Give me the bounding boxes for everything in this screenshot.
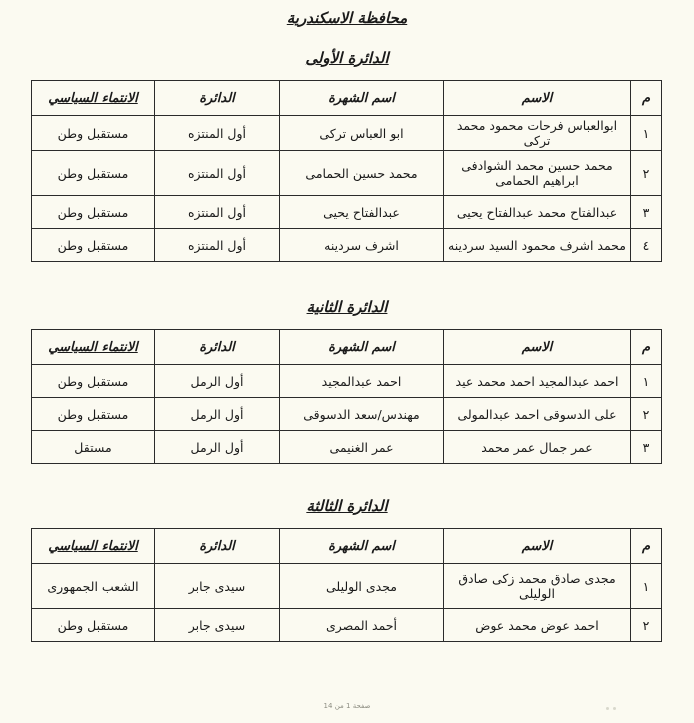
- cell-no: ١: [631, 365, 662, 398]
- cell-district: أول المنتزه: [155, 196, 280, 229]
- candidates-table-district-3: [31, 528, 662, 642]
- cell-name: احمد عبدالمجيد احمد محمد عيد: [444, 365, 631, 398]
- cell-name: محمد حسين محمد الشوادفى ابراهيم الحمامى: [444, 151, 631, 196]
- table-row: [32, 151, 662, 196]
- cell-no: ٢: [631, 151, 662, 196]
- cell-district: سيدى جابر: [155, 609, 280, 642]
- cell-alias: مجدى الوليلى: [280, 564, 444, 609]
- cell-alias: عمر الغنيمى: [280, 431, 444, 464]
- cell-no: ٣: [631, 431, 662, 464]
- cell-no: ٢: [631, 609, 662, 642]
- cell-district: سيدى جابر: [155, 564, 280, 609]
- cell-alias: اشرف سردينه: [280, 229, 444, 262]
- cell-alias: مهندس/سعد الدسوقى: [280, 398, 444, 431]
- cell-party: مستقبل وطن: [32, 116, 155, 151]
- scan-noise-artifact: [602, 695, 616, 701]
- cell-name: عمر جمال عمر محمد: [444, 431, 631, 464]
- column-header-alias: اسم الشهرة: [280, 81, 444, 116]
- cell-name: مجدى صادق محمد زكى صادق الوليلى: [444, 564, 631, 609]
- column-header-no: م: [631, 330, 662, 365]
- column-header-district: الدائرة: [155, 81, 280, 116]
- cell-district: أول الرمل: [155, 365, 280, 398]
- cell-district: أول المنتزه: [155, 116, 280, 151]
- cell-name: محمد اشرف محمود السيد سردينه: [444, 229, 631, 262]
- column-header-name: الاسم: [444, 81, 631, 116]
- cell-name: ابوالعباس فرحات محمود محمد تركى: [444, 116, 631, 151]
- column-header-party: الانتماء السياسي: [32, 529, 155, 564]
- column-header-party: الانتماء السياسي: [32, 81, 155, 116]
- candidates-table-district-1: [31, 80, 662, 262]
- cell-party: مستقبل وطن: [32, 398, 155, 431]
- section-title-district-3: الدائرة الثالثة: [306, 497, 388, 515]
- cell-district: أول المنتزه: [155, 229, 280, 262]
- table-header-row: [32, 330, 662, 365]
- cell-district: أول المنتزه: [155, 151, 280, 196]
- cell-party: مستقل: [32, 431, 155, 464]
- cell-party: مستقبل وطن: [32, 609, 155, 642]
- table-row: [32, 229, 662, 262]
- table-row: [32, 564, 662, 609]
- cell-party: مستقبل وطن: [32, 229, 155, 262]
- cell-district: أول الرمل: [155, 398, 280, 431]
- cell-party: الشعب الجمهورى: [32, 564, 155, 609]
- table-row: [32, 431, 662, 464]
- cell-party: مستقبل وطن: [32, 151, 155, 196]
- cell-alias: أحمد المصرى: [280, 609, 444, 642]
- page-title: محافظة الاسكندرية: [286, 9, 408, 27]
- cell-alias: محمد حسين الحمامى: [280, 151, 444, 196]
- cell-no: ١: [631, 564, 662, 609]
- cell-district: أول الرمل: [155, 431, 280, 464]
- table-header-row: [32, 81, 662, 116]
- cell-alias: ابو العباس تركى: [280, 116, 444, 151]
- column-header-name: الاسم: [444, 529, 631, 564]
- cell-alias: عبدالفتاح يحيى: [280, 196, 444, 229]
- section-title-district-1: الدائرة الأولى: [305, 49, 389, 67]
- candidates-table-district-2: [31, 329, 662, 464]
- page-footer: صفحة 1 من 14: [323, 702, 371, 710]
- section-title-district-2: الدائرة الثانية: [306, 298, 388, 316]
- table-row: [32, 196, 662, 229]
- cell-name: على الدسوقى احمد عبدالمولى: [444, 398, 631, 431]
- cell-no: ٤: [631, 229, 662, 262]
- cell-party: مستقبل وطن: [32, 365, 155, 398]
- cell-no: ١: [631, 116, 662, 151]
- column-header-name: الاسم: [444, 330, 631, 365]
- document-sheet: [32, 9, 662, 642]
- column-header-alias: اسم الشهرة: [280, 529, 444, 564]
- table-row: [32, 365, 662, 398]
- cell-name: احمد عوض محمد عوض: [444, 609, 631, 642]
- column-header-district: الدائرة: [155, 330, 280, 365]
- cell-no: ٣: [631, 196, 662, 229]
- column-header-party: الانتماء السياسي: [32, 330, 155, 365]
- cell-alias: احمد عبدالمجيد: [280, 365, 444, 398]
- table-row: [32, 398, 662, 431]
- column-header-alias: اسم الشهرة: [280, 330, 444, 365]
- table-header-row: [32, 529, 662, 564]
- cell-no: ٢: [631, 398, 662, 431]
- column-header-district: الدائرة: [155, 529, 280, 564]
- table-row: [32, 116, 662, 151]
- column-header-no: م: [631, 529, 662, 564]
- column-header-no: م: [631, 81, 662, 116]
- cell-name: عبدالفتاح محمد عبدالفتاح يحيى: [444, 196, 631, 229]
- cell-party: مستقبل وطن: [32, 196, 155, 229]
- table-row: [32, 609, 662, 642]
